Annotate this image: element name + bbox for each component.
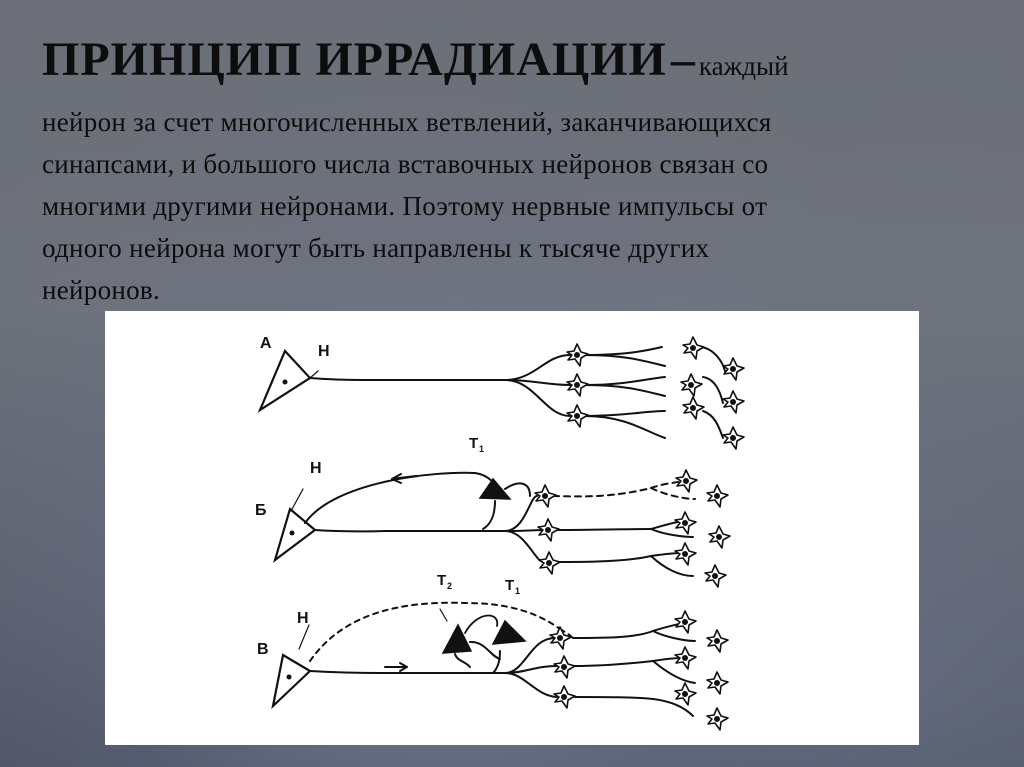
interneuron-sub-t1-c: 1 [515,586,521,596]
body-line-5: нейронов. [42,275,161,305]
diagram-svg [105,311,919,745]
irradiation-diagram [105,311,919,745]
title-dash: – [670,33,695,86]
panel-a [260,347,725,438]
neuron-label-b: Н [310,460,322,477]
interneuron-sub-t2-c: 2 [447,581,453,591]
body-line-2: синапсами, и большого числа вставочных нейронов связан со [42,149,769,179]
interneuron-label-t1-c: T [505,577,515,594]
title-bold: ПРИНЦИП ИРРАДИАЦИИ [42,33,667,86]
panel-label-b: Б [255,502,267,519]
interneuron-label-t1-b: T [469,435,479,452]
panel-label-c: В [257,641,269,658]
panel-label-a: А [260,335,272,352]
neuron-label-c: Н [297,610,309,627]
slide-text [42,30,1002,311]
axon-b [315,530,505,531]
interneuron-sub-t1-b: 1 [479,444,485,454]
collateral-c [310,603,560,661]
interneuron-label-t2-c: T [437,572,447,589]
panel-c [273,603,695,716]
body-line-4: одного нейрона могут быть направлены к тысяче других [42,233,710,263]
panel-b [275,473,695,576]
body-line-3: многими другими нейронами. Поэтому нервные импульсы от [42,191,768,221]
body-line-1: нейрон за счет многочисленных ветвлений, заканчивающихся [42,107,772,137]
title-rest: каждый [698,51,789,81]
axon-c [310,671,505,673]
slide-title [42,30,1002,101]
axon-a [310,378,505,380]
neuron-label-a: Н [318,343,330,360]
collateral-b [305,473,500,523]
neuron-body-c [273,655,310,706]
